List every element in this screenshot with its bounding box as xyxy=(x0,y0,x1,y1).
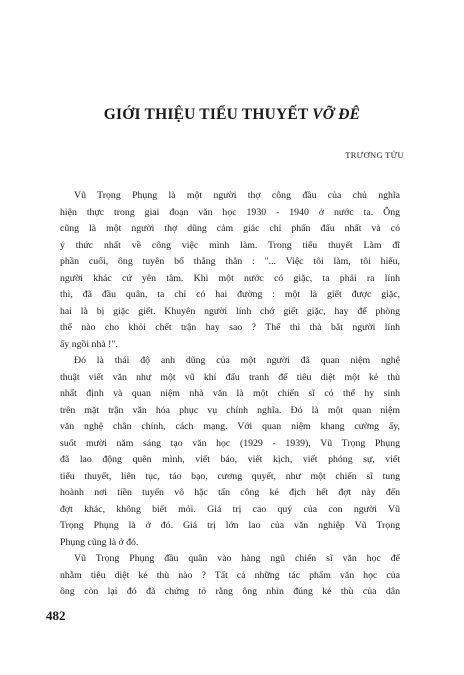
text-line: thế nào cho khỏi chết trận hay sao ? Thế thì thà bắt người lính xyxy=(60,322,400,333)
text-line: nhằm tiêu diệt kẻ thù nào ? Tất cả những tác phẩm văn học của xyxy=(60,569,400,581)
text-line: Đó là thái độ anh dũng của một người đã quan niệm nghệ xyxy=(74,355,400,366)
text-line: ý thức nhất về công việc mình làm. Trong tiểu thuyết Làm đĩ xyxy=(60,239,400,251)
text-line: ấy ngồi nhà !". xyxy=(60,338,118,350)
text-line: tiểu thuyết, liên tục, táo bạo, cương quyết, như một chiến sĩ tung xyxy=(60,470,400,482)
page-number: 482 xyxy=(46,608,66,623)
title-main: GIỚI THIỆU TIỂU THUYẾT xyxy=(103,106,313,123)
text-line: đợt khác, không biết mỏi. Giá trị cao quý của con người Vũ xyxy=(60,503,400,515)
text-line: người khác cứ yên tâm. Khi một nước có giặc, ta phải ra lính xyxy=(60,272,400,284)
text-line: đã lao động quên mình, viết báo, viết kịch, viết phóng sự, viết xyxy=(60,454,400,465)
paragraph-2 xyxy=(60,353,400,551)
text-line: hai là bị giặc giết. Khuyên người lính chớ giết giặc, hay để phòng xyxy=(60,305,400,317)
text-line: Phụng cũng là ở đó. xyxy=(60,536,139,548)
text-line: thì, đã đầu quân, ta chỉ có hai đường : một là giết được giặc, xyxy=(60,289,400,300)
author-name: TRƯƠNG TỬU xyxy=(345,150,404,160)
text-line: Trọng Phụng là ở đó. Giá trị lớn lao của văn nghiệp Vũ Trọng xyxy=(60,520,400,531)
text-line: Vũ Trọng Phụng là một người thợ công đầu của chủ nghĩa xyxy=(74,190,400,201)
body-text xyxy=(60,188,400,601)
text-line: cũng là một người thợ dũng cảm giác chỉ phấn đấu nhất và có xyxy=(60,223,400,234)
paragraph-3 xyxy=(60,551,400,601)
text-line: ông còn lại đó đã chứng tỏ rằng ông nhìn đúng kẻ thù của dân xyxy=(60,586,400,597)
text-line: văn nghệ chân chính, cách mạng. Với quan niệm khang cường ấy, xyxy=(60,421,400,432)
text-line: phần cuối, ông tuyên bố thẳng thắn : "... Việc tôi làm, tôi hiểu, xyxy=(60,256,400,267)
text-line: hoành nơi tiền tuyến vô hặc tấn công kẻ địch hết đợt này đến xyxy=(60,487,400,498)
text-line: nhất định và quan niệm nhà văn là một chiến sĩ có thể hy sinh xyxy=(60,388,400,399)
text-line: hiện thực trong giai đoạn văn học 1930 - 1940 ở nước ta. Ông xyxy=(60,206,400,218)
text-line: suốt mười năm sáng tạo văn học (1929 - 1939), Vũ Trọng Phụng xyxy=(60,437,400,449)
text-line: thuật viết văn như một vũ khí đấu tranh để tiêu diệt một kẻ thù xyxy=(60,371,400,383)
text-line: trên mặt trận văn hóa phục vụ chính nghĩa. Đó là một quan niệm xyxy=(60,404,400,416)
paragraph-1 xyxy=(60,188,400,353)
chapter-title xyxy=(0,106,464,124)
title-italic: VỠ ĐÊ xyxy=(312,106,361,123)
text-line: Vũ Trọng Phụng đầu quân vào hàng ngũ chiến sĩ văn học để xyxy=(74,553,400,564)
